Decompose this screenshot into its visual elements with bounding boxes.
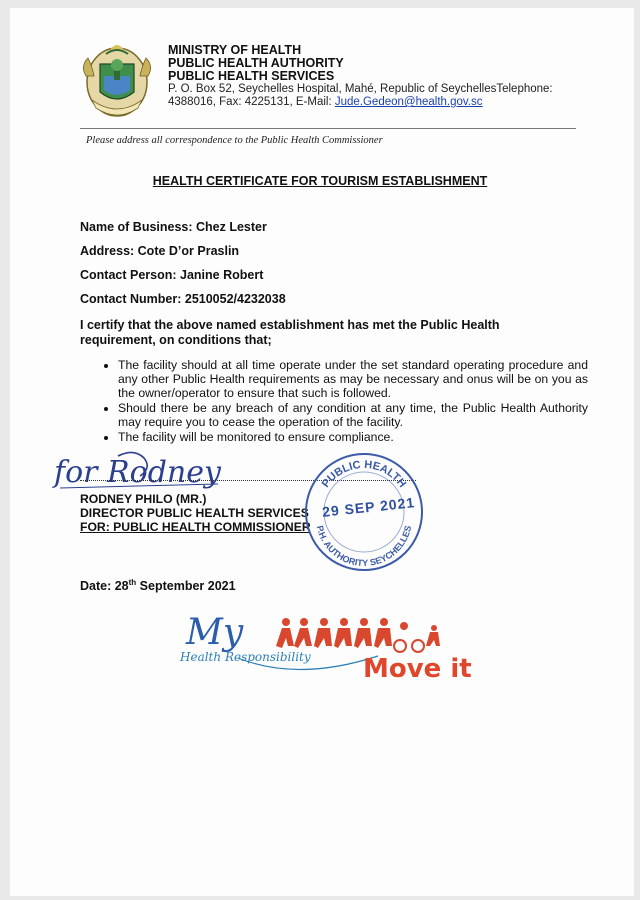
header-divider [80,128,576,129]
correspondence-note: Please address all correspondence to the Public Health Commissioner [86,135,383,146]
stamp-date: 29 SEP 2021 [321,494,416,520]
date-rest: September 2021 [136,579,236,594]
slogan-responsibility: Responsibility [224,650,311,664]
svg-text:P.H. AUTHORITY SEYCHELLES [315,525,414,569]
contact-number: Contact Number: 2510052/4232038 [80,292,286,306]
signatory-role: DIRECTOR PUBLIC HEALTH SERVICES [80,506,309,520]
seychelles-coat-of-arms-logo [76,36,158,122]
slogan-health-responsibility [180,650,311,664]
handwritten-signature [48,446,228,496]
certification-statement: I certify that the above named establishment has met the Public Health requirement, on conditions that; [80,318,500,347]
condition-item: • Should there be any breach of any condition at any time, the Public Health Authority may require you to cease the operation of the facility. [118,401,588,429]
contact-line [168,96,553,109]
date-label: Date: 28 [80,579,129,594]
phone-fax: 4388016, Fax: 4225131, E-Mail: [168,96,335,108]
email-link[interactable]: Jude.Gedeon@health.gov.sc [334,96,483,108]
stamp-bottom-text: P.H. AUTHORITY SEYCHELLES [314,524,414,569]
slogan-health: Health [180,650,222,664]
slogan-move-it: Move it [363,654,472,684]
condition-item: • The facility should at all time operate under the set standard operating procedure and any other Public Health requirements as may be necessary and onus will be on you as the owner/operator to ensure that such is followed. [118,358,588,400]
signatory-name: RODNEY PHILO (MR.) [80,492,207,506]
date-suffix: th [128,578,137,587]
signatory-for: FOR: PUBLIC HEALTH COMMISSIONER [80,520,311,534]
contact-person: Contact Person: Janine Robert [80,268,264,282]
authority-name: PUBLIC HEALTH AUTHORITY [168,56,344,70]
ministry-name: MINISTRY OF HEALTH [168,43,302,57]
stamp-top-text: PUBLIC HEALTH [319,458,409,490]
signatory-block [80,492,311,534]
slogan-my: My [186,612,244,653]
signature-text: for Rodney [54,455,221,490]
condition-item: • The facility will be monitored to ensure compliance. [118,430,588,444]
conditions-list [98,358,588,445]
letterhead [168,44,553,109]
certificate-title: HEALTH CERTIFICATE FOR TOURISM ESTABLISHMENT [152,174,488,188]
business-name: Name of Business: Chez Lester [80,220,267,234]
issue-date [80,578,236,593]
postal-address: P. O. Box 52, Seychelles Hospital, Mahé, Republic of SeychellesTelephone: [168,83,553,95]
business-address: Address: Cote D’or Praslin [80,244,240,258]
services-name: PUBLIC HEALTH SERVICES [168,69,335,83]
